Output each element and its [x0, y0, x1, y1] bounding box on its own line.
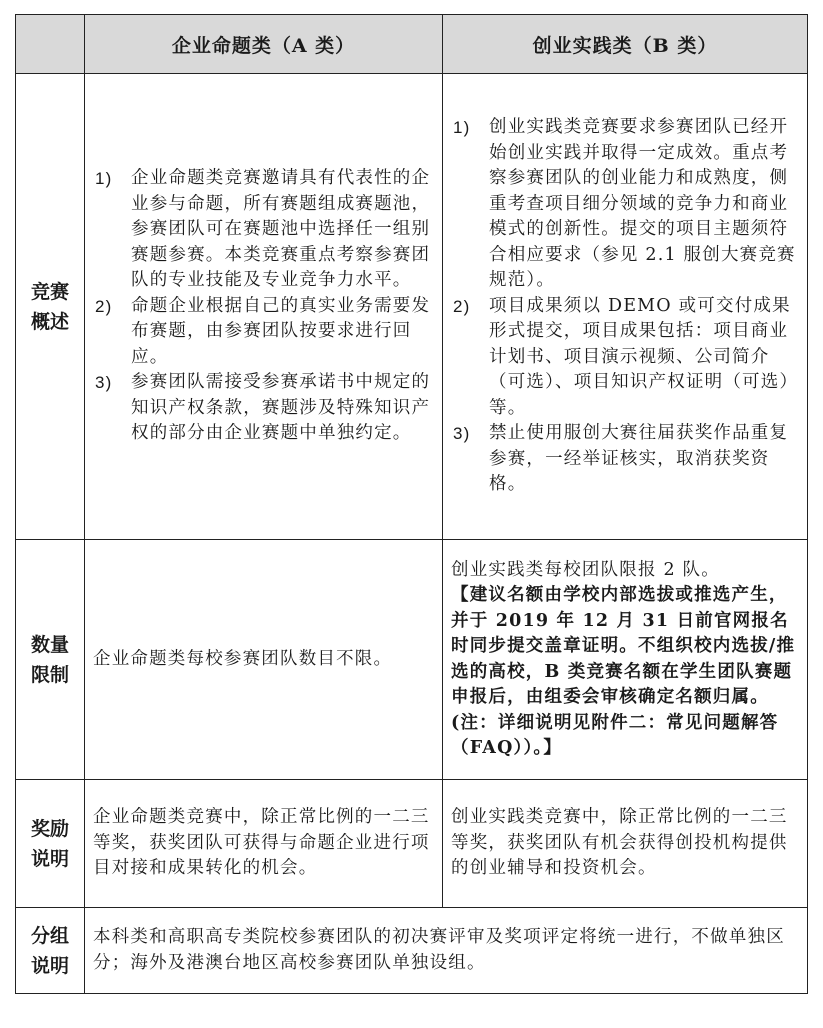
reward-b: 创业实践类竞赛中，除正常比例的一二三等奖，获奖团队有机会获得创投机构提供的创业辅导和投资机会。 [443, 780, 808, 908]
list-item: 2) 命题企业根据自己的真实业务需要发布赛题，由参赛团队按要求进行回应。 [95, 295, 431, 367]
header-col-a: 企业命题类（A 类） [85, 15, 443, 74]
header-col-b: 创业实践类（B 类） [443, 15, 808, 74]
header-blank [16, 15, 85, 74]
quota-a: 企业命题类每校参赛团队数目不限。 [85, 540, 443, 780]
list-item: 3) 参赛团队需接受参赛承诺书中规定的知识产权条款，赛题涉及特殊知识产权的部分由企业赛题中单独约定。 [95, 372, 431, 444]
reward-a: 企业命题类竞赛中，除正常比例的一二三等奖，获奖团队可获得与命题企业进行项目对接和成果转化的机会。 [85, 780, 443, 908]
overview-a-list [93, 166, 434, 447]
reward-row [16, 780, 808, 908]
overview-b-list [451, 115, 799, 498]
quota-b-text: 创业实践类每校团队限报 2 队。 [451, 559, 720, 580]
group-text: 本科类和高职高专类院校参赛团队的初决赛评审及奖项评定将统一进行，不做单独区分；海外及港澳台地区高校参赛团队单独设组。 [85, 908, 808, 994]
competition-table [15, 14, 808, 994]
overview-b [443, 74, 808, 540]
group-row [16, 908, 808, 994]
quota-row [16, 540, 808, 780]
quota-b-note: 【建议名额由学校内部选拔或推选产生，并于 2019 年 12 月 31 日前官网报名时同步提交盖章证明。不组织校内选拔/推选的高校，B 类竞赛名额在学生团队赛题申报后，由组委会审核确定名额归属。(注：详细说明见附件二：常见问题解答（FAQ））。】 [451, 585, 796, 758]
overview-label: 竞赛 概述 [16, 74, 85, 540]
group-label: 分组 说明 [16, 908, 85, 994]
header-row [16, 15, 808, 74]
list-item: 1) 创业实践类竞赛要求参赛团队已经开始创业实践并取得一定成效。重点考察参赛团队的创业能力和成熟度，侧重考查项目细分领域的竞争力和商业模式的创新性。提交的项目主题须符合相应要求（参见 2.1 服创大赛竞赛规范）。 [453, 117, 796, 291]
quota-b [443, 540, 808, 780]
reward-label: 奖励 说明 [16, 780, 85, 908]
list-item: 3) 禁止使用服创大赛往届获奖作品重复参赛，一经举证核实，取消获奖资格。 [453, 423, 789, 495]
list-item: 2) 项目成果须以 DEMO 或可交付成果形式提交，项目成果包括：项目商业计划书、项目演示视频、公司简介（可选）、项目知识产权证明（可选）等。 [453, 295, 799, 418]
list-item: 1) 企业命题类竞赛邀请具有代表性的企业参与命题，所有赛题组成赛题池，参赛团队可在赛题池中选择任一组别赛题参赛。本类竞赛重点考察参赛团队的专业技能及专业竞争力水平。 [95, 168, 431, 291]
overview-a [85, 74, 443, 540]
quota-label: 数量 限制 [16, 540, 85, 780]
overview-row [16, 74, 808, 540]
